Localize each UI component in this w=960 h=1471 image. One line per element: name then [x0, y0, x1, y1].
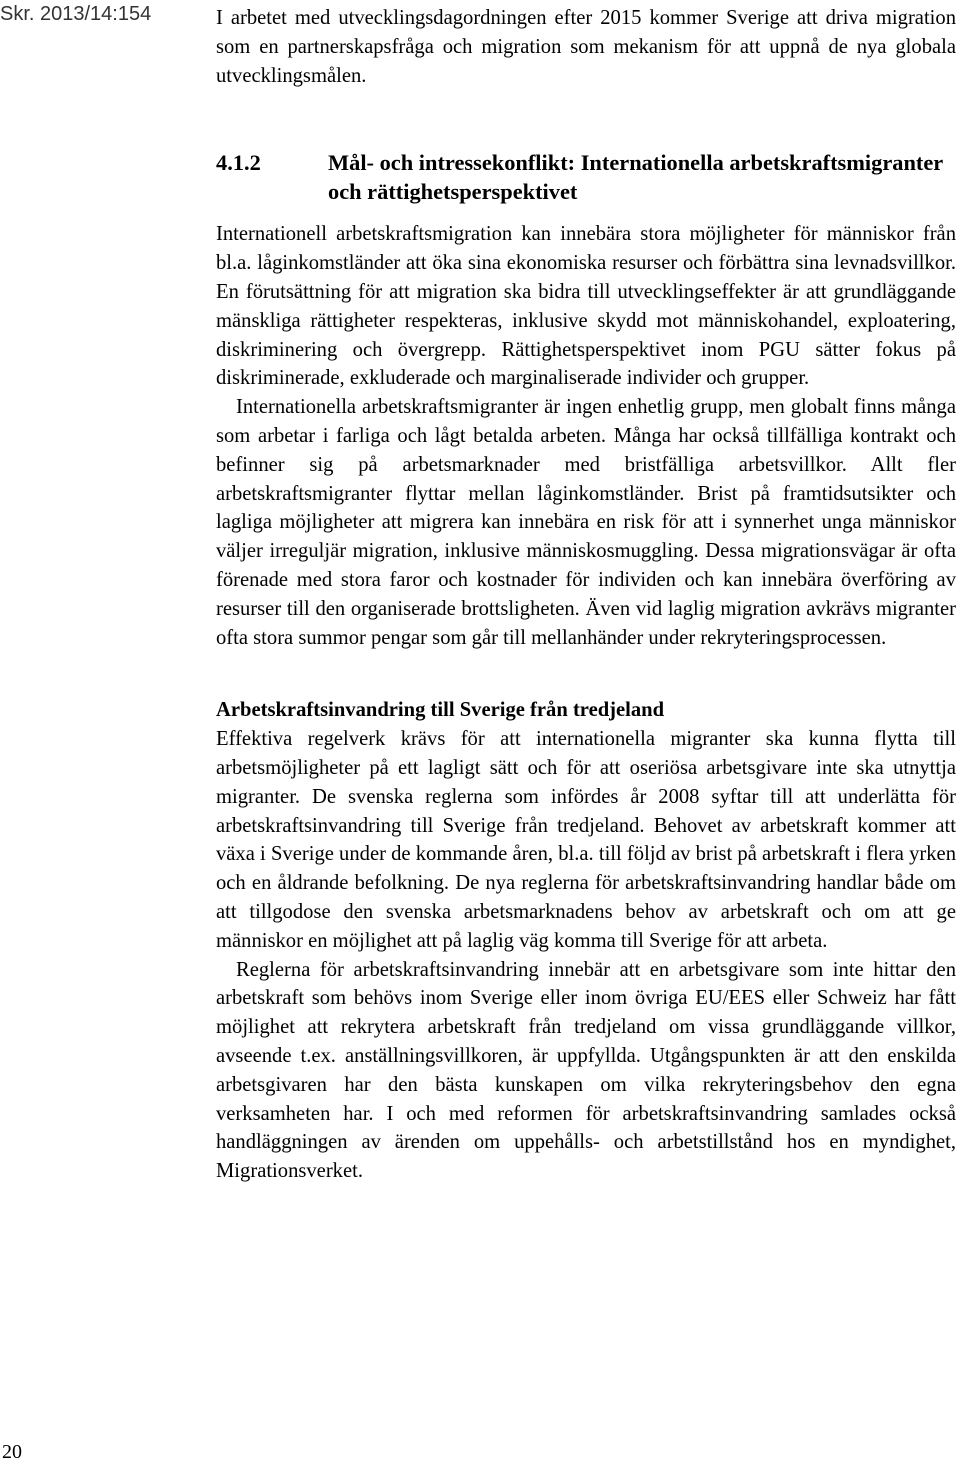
margin-reference: Skr. 2013/14:154 [0, 3, 152, 25]
intro-paragraph: I arbetet med utvecklingsdagordningen efter 2015 kommer Sverige att driva migration som en partnerskapsfråga och migration som mekanism för att uppnå de nya globala utvecklingsmålen. [216, 7, 956, 87]
body-paragraph: Internationella arbetskraftsmigranter är ingen enhetlig grupp, men globalt finns många som arbetar i farliga och lågt betalda arbeten. Många har också tillfälliga kontrakt och befinner sig på arbetsmarknader med bristfälliga arbetsvillkor. Allt fler arbetskraftsmigranter flyttar mellan låginkomstländer. Brist på framtidsutsikter och lagliga möjligheter att migrera kan innebära en risk för att i synnerhet unga människor väljer irreguljär migration, inklusive människosmuggling. Dessa migrationsvägar är ofta förenade med stora faror och kostnader för individen och kan innebära överföring av resurser till den organiserade brottsligheten. Även vid laglig migration avkrävs migranter ofta stora summor pengar som går till mellanhänder under rekryteringsprocessen. [216, 396, 956, 649]
section-number: 4.1.2 [216, 150, 261, 176]
body-paragraph: Internationell arbetskraftsmigration kan innebära stora möjligheter för människor från bl.a. låginkomstländer att öka sina ekonomiska resurser och förbättra sina levnadsvillkor. En förutsättning för att migration ska bidra till utvecklingseffekter är att grundläggande mänskliga rättigheter respekteras, inklusive skydd mot människohandel, exploatering, diskriminering och övergrepp. Rättighetsperspektivet inom PGU sätter fokus på diskriminerade, exkluderade och marginaliserade individer och grupper. [216, 223, 956, 390]
section-title: Mål- och intressekonflikt: Internationella arbetskraftsmigranter och rättighetsperspektivet [328, 150, 943, 205]
section-heading [216, 148, 956, 206]
body-paragraph: Effektiva regelverk krävs för att internationella migranter ska kunna flytta till arbetsmöjligheter på ett lagligt sätt och för att oseriösa arbetsgivare inte ska utnyttja migranter. De svenska reglerna som infördes år 2008 syftar till att underlätta för arbetskraftsinvandring till Sverige från tredjeland. Behovet av arbetskraft kommer att växa i Sverige under de kommande åren, bl.a. till följd av brist på arbetskraft i flera yrken och en åldrande befolkning. De nya reglerna för arbetskraftsinvandring handlar både om att tillgodose den svenska arbetsmarknadens behov av arbetskraft och om att ge människor en möjlighet att på laglig väg komma till Sverige för att arbeta. [216, 728, 956, 952]
subheading: Arbetskraftsinvandring till Sverige från tredjeland [216, 699, 665, 722]
body-paragraph: Reglerna för arbetskraftsinvandring innebär att en arbetsgivare som inte hittar den arbetskraft som behövs inom Sverige eller inom övriga EU/EES eller Schweiz har fått möjlighet att rekrytera arbetskraft från tredjeland om vissa grundläggande villkor, avseende t.ex. anställningsvillkoren, är uppfyllda. Utgångspunkten är att den enskilda arbetsgivaren har den bästa kunskapen om vilka rekryteringsbehov den egna verksamheten har. I och med reformen för arbetskraftsinvandring samlades också handläggningen av ärenden om uppehålls- och arbetstillstånd hos en myndighet, Migrationsverket. [216, 958, 956, 1183]
document-body [216, 4, 956, 1186]
page-number: 20 [2, 1441, 22, 1463]
